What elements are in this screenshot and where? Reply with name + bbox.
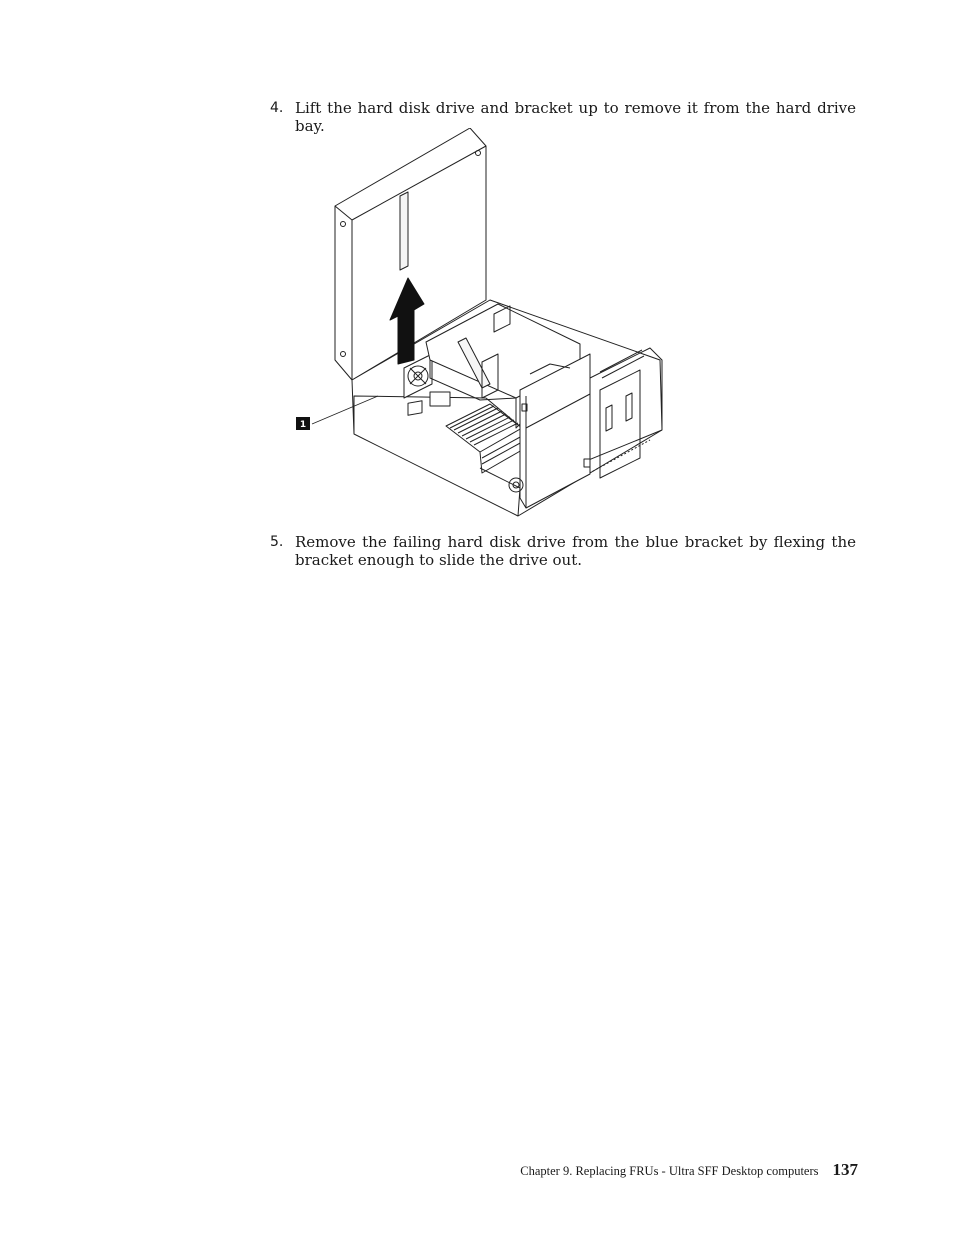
callout-label: 1: [299, 420, 307, 430]
page-number: 137: [832, 1160, 858, 1179]
page-footer: [520, 1160, 858, 1180]
step-number: 5.: [270, 534, 284, 550]
step-number: 4.: [270, 100, 284, 116]
step-text: Remove the failing hard disk drive from the blue bracket by flexing the bracket enough to slide the drive out.: [295, 533, 856, 569]
hard-drive-removal-illustration: [290, 128, 680, 523]
callout-badge: [296, 417, 310, 430]
step-text: Lift the hard disk drive and bracket up to remove it from the hard drive bay.: [295, 99, 856, 135]
chapter-title: Chapter 9. Replacing FRUs - Ultra SFF Desktop computers: [520, 1164, 819, 1178]
step-5: [270, 533, 856, 569]
